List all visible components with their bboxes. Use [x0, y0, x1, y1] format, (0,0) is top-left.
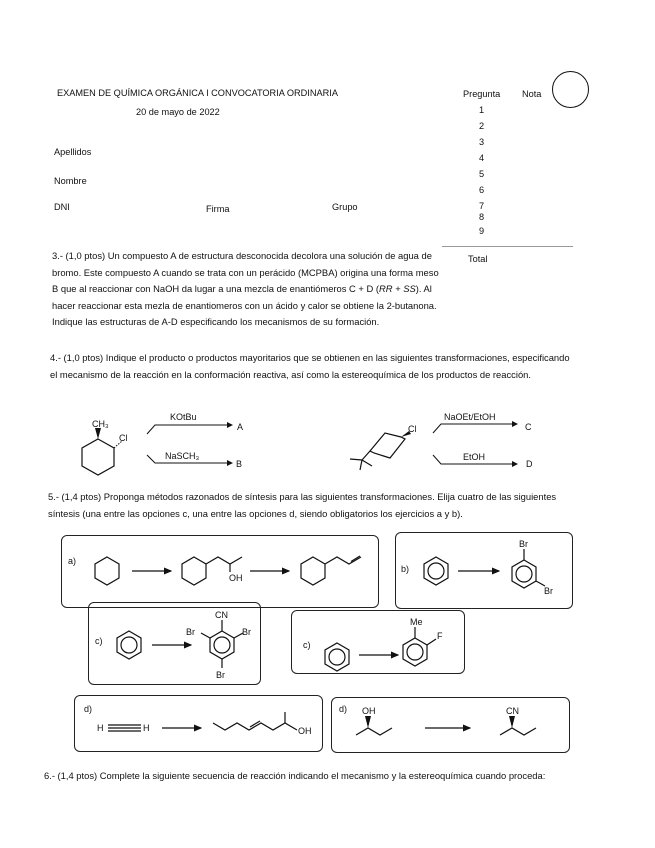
exam-title: EXAMEN DE QUÍMICA ORGÁNICA I CONVOCATORIA ORDINARIA — [57, 88, 338, 98]
me-label: Me — [410, 617, 423, 627]
question-number: 1 — [479, 105, 485, 115]
question-number: 7 — [479, 201, 485, 211]
nombre-label: Nombre — [54, 176, 87, 186]
apellidos-label: Apellidos — [54, 147, 92, 157]
oh-label-d1: OH — [298, 726, 312, 736]
reagent-kotbu: KOtBu — [170, 412, 197, 422]
aromatic-ring — [428, 563, 444, 579]
option-d1-label: d) — [84, 704, 93, 714]
question-number: 4 — [479, 153, 485, 163]
methyl-label: CH₃ — [92, 419, 109, 429]
chloro-label-left: Cl — [119, 433, 128, 443]
h-label-right: H — [143, 723, 150, 733]
butanol-chain — [356, 728, 392, 735]
oh-label-a: OH — [229, 573, 243, 583]
option-b-label: b) — [401, 564, 410, 574]
option-c1-label: c) — [95, 636, 103, 646]
br-label-c1-left: Br — [186, 627, 195, 637]
aromatic-ring — [121, 637, 137, 653]
firma-label: Firma — [206, 204, 230, 214]
question-number: 8 — [479, 212, 485, 222]
grupo-label: Grupo — [332, 202, 358, 212]
oh-label-d2: OH — [362, 706, 376, 716]
question-number: 2 — [479, 121, 485, 131]
reagent-nasch3: NaSCH₃ — [165, 451, 200, 461]
reagent-etoh: EtOH — [463, 452, 486, 462]
aromatic-ring — [407, 644, 423, 660]
propanol-chain — [206, 557, 242, 564]
cyclohexane-icon — [95, 557, 119, 585]
question-3-italic: RR + SS — [379, 283, 416, 295]
nota-header: Nota — [522, 89, 542, 99]
question-number: 3 — [479, 137, 485, 147]
br-label-b2: Br — [544, 586, 553, 596]
cyclohexyl-ring — [182, 557, 206, 585]
question-3-text-start: 3.- (1,0 ptos) Un compuesto A de estructura desconocida decolora una solución de agua de bromo. Este compuesto A cuando se trata con un perácido (MCPBA) origina una forma meso B que al reaccionar con NaOH da lugar a una mezcla de enantiómeros C + D ( — [52, 250, 439, 295]
question-number: 6 — [479, 185, 485, 195]
option-d2-label: d) — [339, 704, 348, 714]
aromatic-ring — [329, 649, 345, 665]
question-number: 9 — [479, 226, 485, 236]
nitrile-chain — [500, 728, 536, 735]
cn-label-d2: CN — [506, 706, 519, 716]
question-number: 5 — [479, 169, 485, 179]
option-a-label: a) — [68, 556, 77, 566]
h-label-left: H — [97, 723, 104, 733]
exam-date: 20 de mayo de 2022 — [136, 107, 220, 117]
f-label: F — [437, 631, 443, 641]
br-bond-left — [201, 633, 210, 638]
question-6-text: 6.- (1,4 ptos) Complete la siguiente secuencia de reacción indicando el mecanismo y la estereoquímica cuando proceda: — [44, 770, 546, 781]
pregunta-header: Pregunta — [463, 89, 501, 99]
question-3-text-end: ). Al hacer reaccionar esta mezla de enantiomeros con un ácido y calor se obtiene la 2-butanona. Indique las estructuras de A-D especificando los mecanismos de su formación. — [52, 283, 437, 328]
product-a: A — [237, 422, 244, 432]
cn-label-c1: CN — [215, 610, 228, 620]
aromatic-ring — [516, 566, 532, 582]
question-4-text: 4.- (1,0 ptos) Indique el producto o productos mayoritarios que se obtienen en las siguientes transformaciones, especificando el mecanismo de la reacción en la conformación reactiva, así como la estereoquímica de los productos de reacción. — [50, 352, 570, 380]
br-label-b1: Br — [519, 539, 528, 549]
dni-label: DNI — [54, 202, 70, 212]
product-d: D — [526, 459, 533, 469]
product-c: C — [525, 422, 532, 432]
product-b: B — [236, 459, 243, 469]
total-label: Total — [468, 254, 488, 264]
aromatic-ring — [214, 637, 230, 653]
question-5-text: 5.- (1,4 ptos) Proponga métodos razonados de síntesis para las siguientes transformaciones. Elija cuatro de las siguientes síntesis (una entre las opciones c, una entre las opciones d, siendo obligatorios los ejercicios a y b). — [48, 491, 557, 519]
option-c2-label: c) — [303, 640, 311, 650]
cyclohexyl-ring-2 — [301, 557, 325, 585]
br-label-c1-bottom: Br — [216, 670, 225, 680]
chloro-label-right: Cl — [408, 424, 417, 434]
br-label-c1-right: Br — [242, 627, 251, 637]
cn-wedge-bond — [509, 716, 515, 728]
f-bond — [427, 639, 436, 645]
oh-wedge-bond — [365, 716, 371, 728]
reagent-naoet: NaOEt/EtOH — [444, 412, 496, 422]
